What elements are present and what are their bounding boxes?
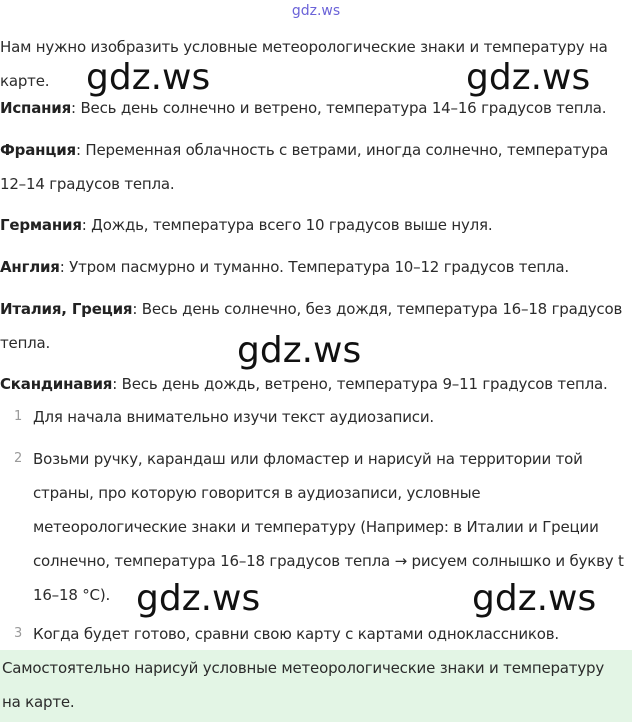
country-scandinavia (0, 367, 628, 401)
country-desc: : Весь день солнечно, без дождя, температура 16–18 градусов тепла. (0, 300, 623, 352)
country-name: Скандинавия (0, 375, 113, 393)
watermark: gdz.ws (237, 330, 362, 371)
country-desc: : Весь день солнечно и ветрено, температура 14–16 градусов тепла. (71, 99, 607, 117)
step-text: Для начала внимательно изучи текст аудиозаписи. (33, 408, 434, 426)
step-number: 3 (14, 626, 23, 641)
intro-text: Нам нужно изобразить условные метеорологические знаки и температуру на карте. (0, 38, 608, 90)
step-text: Возьми ручку, карандаш или фломастер и нарисуй на территории той страны, про которую говорится в аудиозаписи, условные метеорологические знаки и температуру (Например: в Италии и Греции солнечно, температура 16–18 градусов тепла → рисуем солнышко и букву t 16–18 °C). (33, 450, 624, 604)
site-link[interactable]: gdz.ws (291, 3, 341, 19)
country-desc: : Дождь, температура всего 10 градусов выше нуля. (81, 216, 493, 234)
country-england (0, 250, 628, 284)
country-desc: : Переменная облачность с ветрами, иногда солнечно, температура 12–14 градусов тепла. (0, 141, 609, 193)
country-name: Франция (0, 141, 76, 159)
country-name: Германия (0, 216, 82, 234)
country-germany (0, 208, 628, 242)
country-desc: : Весь день дождь, ветрено, температура 9–11 градусов тепла. (112, 375, 608, 393)
country-name: Англия (0, 258, 60, 276)
task-text: Самостоятельно нарисуй условные метеорологические знаки и температуру на карте. (2, 659, 605, 711)
country-name: Испания (0, 99, 72, 117)
watermark: gdz.ws (472, 578, 597, 619)
watermark: gdz.ws (86, 57, 211, 98)
step-number: 1 (14, 409, 23, 424)
step-text: Когда будет готово, сравни свою карту с картами одноклассников. (33, 625, 559, 643)
step-number: 2 (14, 451, 23, 466)
task-box (0, 650, 632, 722)
country-name: Италия, Греция (0, 300, 133, 318)
country-france (0, 133, 628, 201)
country-desc: : Утром пасмурно и туманно. Температура 10–12 градусов тепла. (59, 258, 569, 276)
watermark: gdz.ws (136, 578, 261, 619)
watermark: gdz.ws (466, 57, 591, 98)
